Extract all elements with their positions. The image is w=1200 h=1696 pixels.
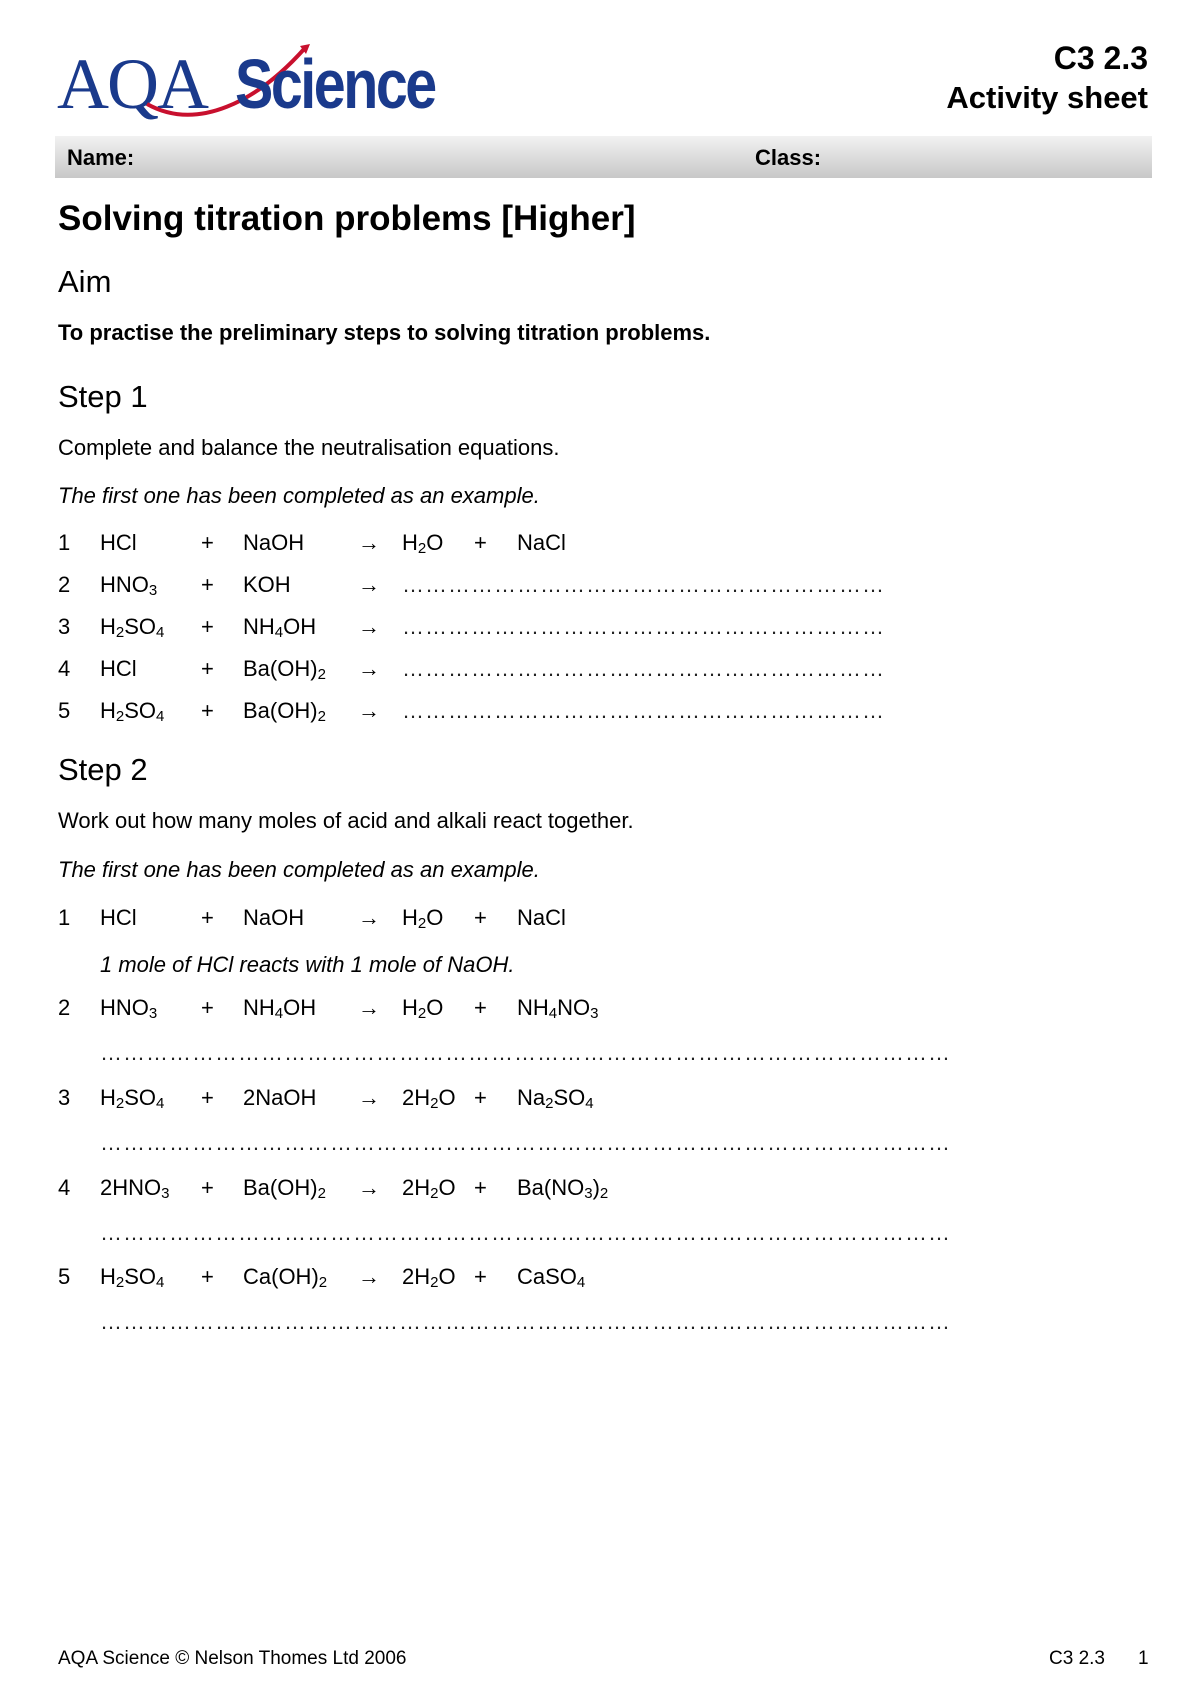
answer-blank: ……………………………………………………… [402,572,885,597]
arrow-icon: → [358,995,380,1020]
equation-row [0,1085,1200,1119]
reactant-2: $Ca(OH)_2$ [243,1264,328,1291]
footer-page-number: 1 [1138,1648,1149,1669]
equation-row [0,1175,1200,1209]
product-1: $2H_2O$ [402,1175,456,1202]
product-2: NaCl [517,530,566,555]
reactant-1: $H_2SO_4$ [100,698,165,725]
equation-number: 2 [58,995,71,1020]
answer-blank: ……………………………………………………… [402,614,885,639]
step2-example-answer: 1 mole of HCl reacts with 1 mole of NaOH. [100,952,515,977]
plus-sign: + [474,1175,487,1200]
equation-number: 5 [58,698,71,723]
equation-row [0,1264,1200,1298]
product-2: $Ba(NO_3)_2$ [517,1175,609,1202]
logo-aqa-text: AQA [57,44,207,124]
plus-sign: + [474,1085,487,1110]
arrow-icon: → [358,698,380,723]
reactant-1: HCl [100,530,137,555]
product-2: CaSO$_4$ [517,1264,586,1291]
reactant-1: $HNO_3$ [100,995,158,1022]
arrow-icon: → [358,614,380,639]
equation-number: 5 [58,1264,71,1289]
product-1: $2H_2O$ [402,1085,456,1112]
arrow-icon: → [358,1175,380,1200]
aim-heading: Aim [58,264,112,299]
reactant-2: $Ba(OH)_2$ [243,1175,326,1202]
plus-sign: + [201,698,214,723]
reactant-2: $NH_4OH$ [243,995,317,1022]
equation-number: 1 [58,905,71,930]
step2-instruction: Work out how many moles of acid and alkali react together. [58,808,634,833]
equation-number: 2 [58,572,71,597]
reactant-2: 2NaOH [243,1085,317,1110]
plus-sign: + [201,572,214,597]
reactant-2: $Ba(OH)_2$ [243,656,326,683]
plus-sign: + [474,905,487,930]
product-2: $NH_4NO_3$ [517,995,599,1022]
equation-number: 3 [58,614,71,639]
answer-line: ………………………………………………………………………………………………… [100,1040,951,1065]
product-1: $H_2O$ [402,905,444,932]
answer-blank: ……………………………………………………… [402,656,885,681]
page-title: Solving titration problems [Higher] [58,199,636,238]
product-2: NaCl [517,905,566,930]
equation-number: 1 [58,530,71,555]
plus-sign: + [201,995,214,1020]
reactant-1: $H_2SO_4$ [100,1085,165,1112]
reactant-1: $H_2SO_4$ [100,1264,165,1291]
answer-line: ………………………………………………………………………………………………… [100,1309,951,1334]
aqa-science-logo [57,42,477,122]
equation-number: 4 [58,656,71,681]
reactant-1: HCl [100,656,137,681]
reactant-1: $H_2SO_4$ [100,614,165,641]
sheet-code: C3 2.3 [1053,40,1148,76]
plus-sign: + [474,995,487,1020]
arrow-icon: → [358,572,380,597]
equation-row [0,614,1200,648]
sheet-type: Activity sheet [946,80,1148,115]
reactant-1: $2HNO_3$ [100,1175,170,1202]
plus-sign: + [201,1175,214,1200]
name-class-bar [55,136,1152,178]
equation-row [0,572,1200,606]
equation-row [0,656,1200,690]
step1-note: The first one has been completed as an example. [58,483,540,508]
answer-line: ………………………………………………………………………………………………… [100,1220,951,1245]
arrow-icon: → [358,530,380,555]
plus-sign: + [201,905,214,930]
reactant-1: $HNO_3$ [100,572,158,599]
step2-heading: Step 2 [58,752,148,787]
arrow-icon: → [358,1264,380,1289]
reactant-1: HCl [100,905,137,930]
plus-sign: + [474,1264,487,1289]
equation-row [0,995,1200,1029]
answer-blank: ……………………………………………………… [402,698,885,723]
product-2: $Na_2SO_4$ [517,1085,594,1112]
arrow-icon: → [358,905,380,930]
plus-sign: + [201,1085,214,1110]
reactant-2: NaOH [243,905,305,930]
footer-code: C3 2.3 [1049,1648,1105,1669]
product-1: $H_2O$ [402,530,444,557]
plus-sign: + [474,530,487,555]
name-label: Name: [67,145,135,170]
plus-sign: + [201,1264,214,1289]
class-label: Class: [755,145,822,170]
product-1: $2H_2O$ [402,1264,456,1291]
reactant-2: $Ba(OH)_2$ [243,698,326,725]
equation-row [0,905,1200,939]
footer-copyright: AQA Science © Nelson Thomes Ltd 2006 [58,1648,407,1669]
equation-row [0,698,1200,732]
arrow-icon: → [358,1085,380,1110]
step1-instruction: Complete and balance the neutralisation equations. [58,435,560,460]
logo-science-text: Science [235,45,435,123]
answer-line: ………………………………………………………………………………………………… [100,1130,951,1155]
reactant-2: NaOH [243,530,305,555]
step1-heading: Step 1 [58,379,148,414]
reactant-2: $NH_4OH$ [243,614,317,641]
arrow-icon: → [358,656,380,681]
plus-sign: + [201,614,214,639]
reactant-2: KOH [243,572,291,597]
equation-number: 3 [58,1085,71,1110]
aim-text: To practise the preliminary steps to solving titration problems. [58,320,711,345]
step2-note: The first one has been completed as an example. [58,857,540,882]
equation-row [0,530,1200,564]
plus-sign: + [201,656,214,681]
equation-number: 4 [58,1175,71,1200]
product-1: $H_2O$ [402,995,444,1022]
plus-sign: + [201,530,214,555]
